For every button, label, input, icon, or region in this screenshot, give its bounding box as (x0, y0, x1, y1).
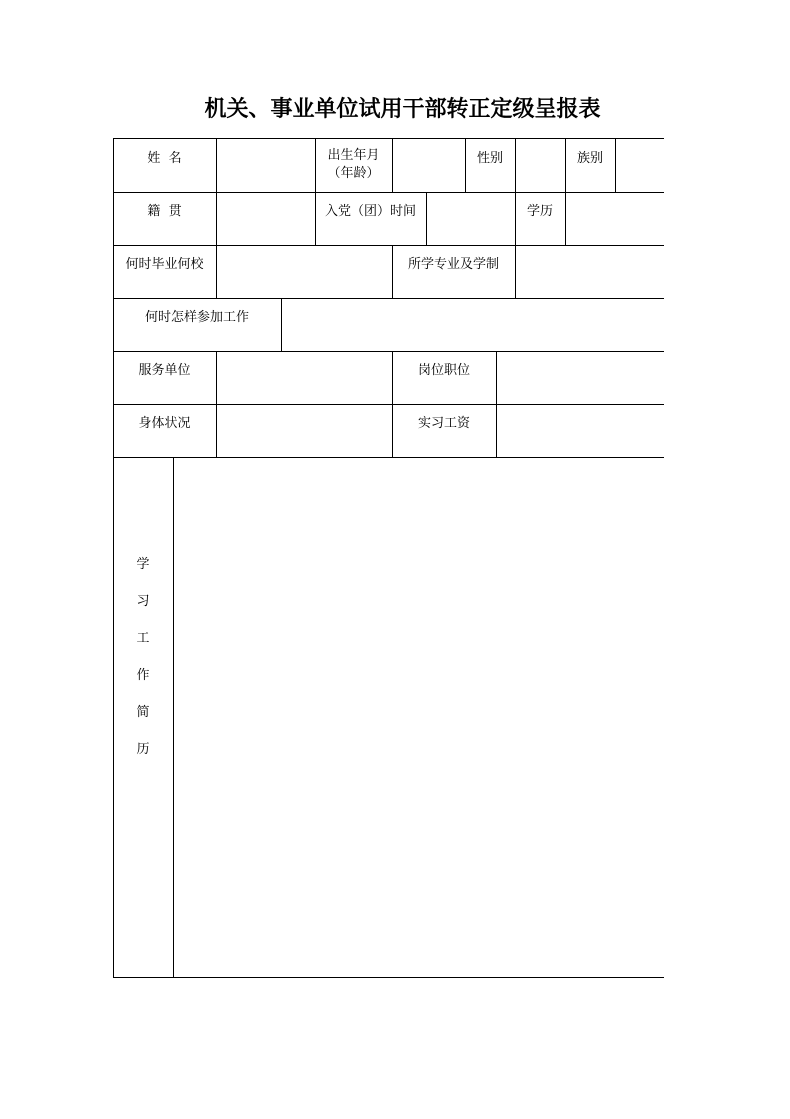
resume-label (113, 555, 173, 777)
birth-label-line2: （年龄） (327, 166, 380, 181)
health-label: 身体状况 (138, 416, 191, 431)
major-field[interactable] (516, 246, 664, 298)
intern-salary-label: 实习工资 (417, 416, 470, 431)
graduation-label: 何时毕业何校 (125, 257, 204, 272)
resume-label-char: 历 (136, 742, 150, 757)
row-border (113, 977, 664, 978)
resume-label-char: 习 (136, 594, 150, 609)
party-join-time-label: 入党（团）时间 (324, 204, 416, 219)
service-unit-label: 服务单位 (138, 363, 191, 378)
gender-label: 性别 (476, 151, 503, 166)
post-label: 岗位职位 (417, 363, 470, 378)
resume-label-char: 工 (136, 631, 150, 646)
resume-field[interactable] (174, 458, 664, 977)
major-label: 所学专业及学制 (407, 257, 499, 272)
graduation-field[interactable] (217, 246, 392, 298)
native-place-field[interactable] (217, 193, 315, 245)
row-border (113, 138, 664, 139)
gender-field[interactable] (516, 139, 565, 192)
resume-label-char: 学 (136, 557, 150, 572)
name-field[interactable] (217, 139, 315, 192)
birth-field[interactable] (393, 139, 465, 192)
post-field[interactable] (497, 352, 664, 404)
ethnicity-label: 族别 (576, 151, 603, 166)
resume-label-char: 简 (136, 705, 150, 720)
health-field[interactable] (217, 405, 392, 457)
name-label: 姓 名 (147, 151, 182, 166)
intern-salary-field[interactable] (497, 405, 664, 457)
work-start-label: 何时怎样参加工作 (144, 310, 249, 325)
work-start-field[interactable] (282, 299, 664, 351)
form-title: 机关、事业单位试用干部转正定级呈报表 (204, 97, 601, 122)
party-join-time-field[interactable] (427, 193, 515, 245)
birth-label-line1: 出生年月 (327, 148, 380, 163)
service-unit-field[interactable] (217, 352, 392, 404)
native-place-label: 籍 贯 (147, 204, 182, 219)
resume-label-char: 作 (136, 668, 150, 683)
education-field[interactable] (566, 193, 664, 245)
ethnicity-field[interactable] (616, 139, 664, 192)
education-label: 学历 (526, 204, 553, 219)
